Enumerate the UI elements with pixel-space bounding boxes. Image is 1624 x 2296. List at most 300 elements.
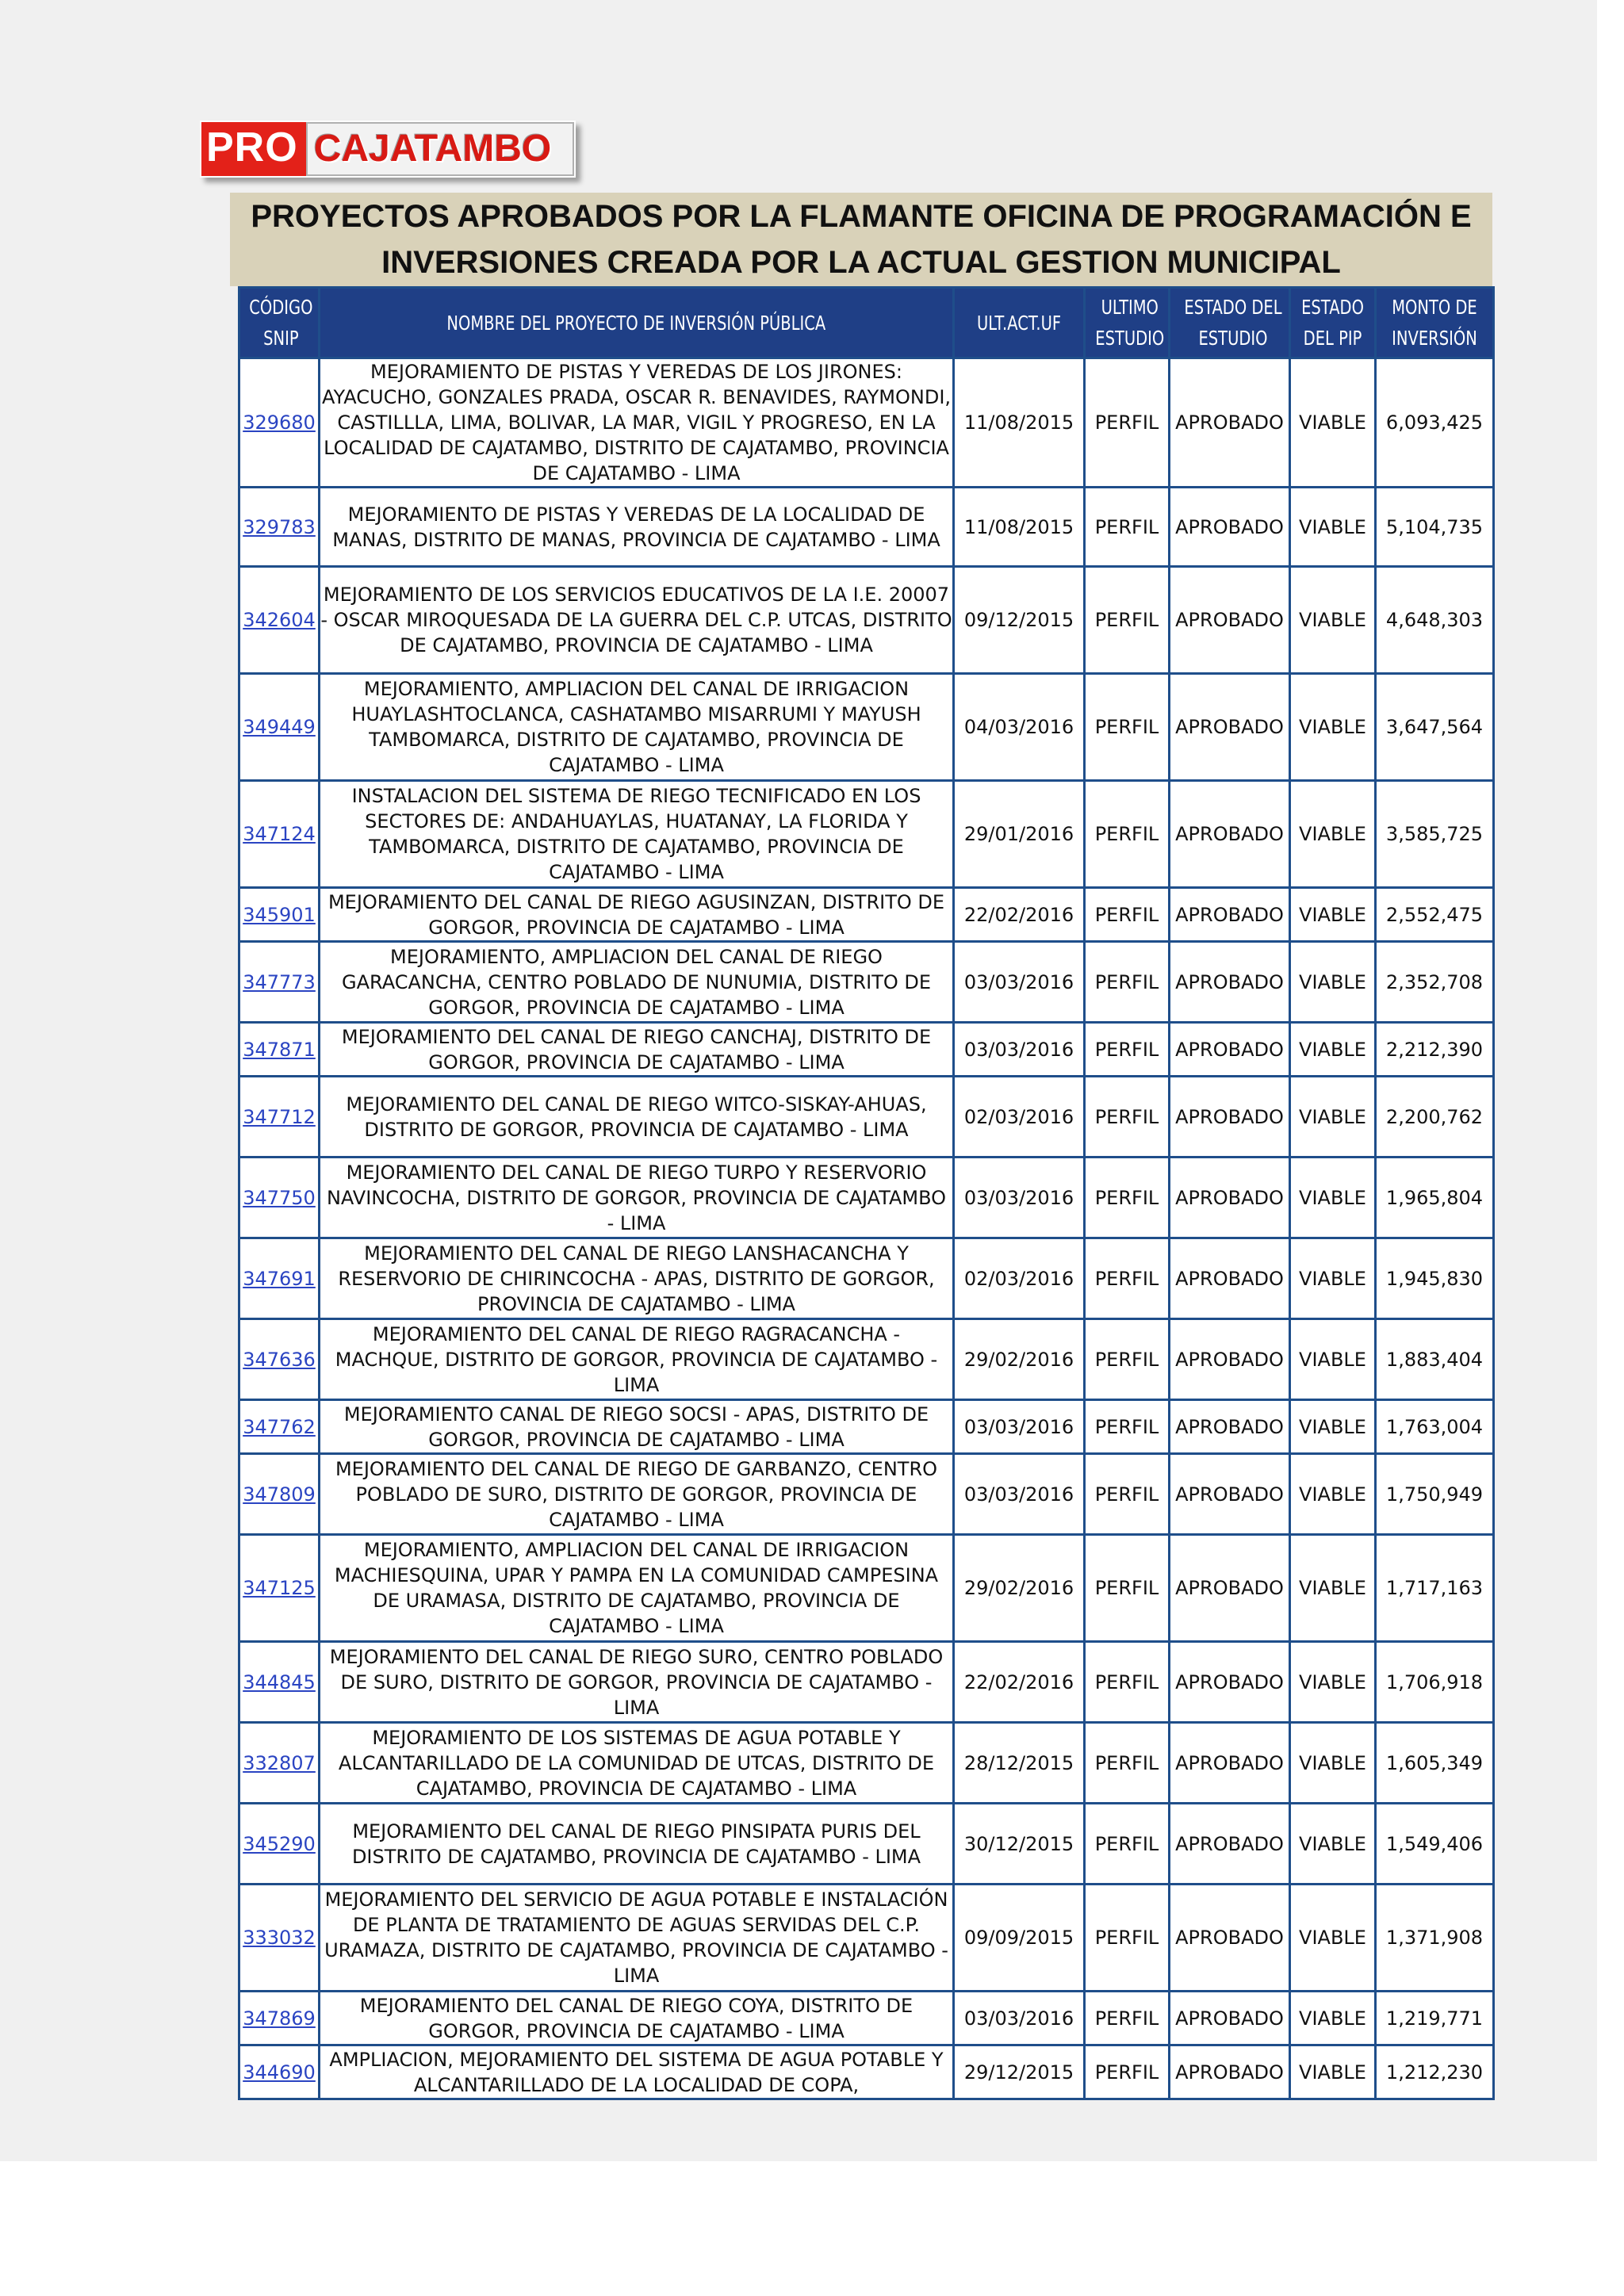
investment-amount-text: 1,945,830: [1385, 1267, 1484, 1290]
pip-status-cell: [1290, 1023, 1376, 1077]
snip-link[interactable]: 347762: [243, 1415, 316, 1438]
investment-amount-text: 4,648,303: [1385, 609, 1484, 631]
last-study-text: PERFIL: [1094, 1348, 1159, 1371]
pip-status-text: VIABLE: [1299, 1483, 1366, 1506]
project-name-text: MEJORAMIENTO DEL CANAL DE RIEGO RAGRACANCHA - MACHQUE, DISTRITO DE GORGOR, PROVINCIA DE CAJATAMBO - LIMA: [335, 1322, 938, 1396]
last-study-text: PERFIL: [1094, 823, 1159, 845]
procajatambo-logo: [200, 121, 576, 178]
snip-link[interactable]: 347124: [243, 823, 316, 845]
pip-status-text: VIABLE: [1299, 1927, 1366, 1949]
table-row: [239, 1992, 1494, 2045]
pip-status-text: VIABLE: [1299, 1577, 1366, 1599]
pip-status-text: VIABLE: [1299, 970, 1366, 993]
update-date-cell: [954, 781, 1085, 888]
study-status-cell: [1170, 1238, 1290, 1319]
investment-amount-cell: [1376, 1158, 1494, 1238]
last-study-cell: [1085, 2045, 1170, 2099]
update-date-cell: [954, 1454, 1085, 1535]
pip-status-cell: [1290, 1992, 1376, 2045]
investment-amount-text: 2,212,390: [1385, 1038, 1484, 1061]
pip-status-cell: [1290, 888, 1376, 942]
table-row: [239, 1077, 1494, 1158]
last-study-cell: [1085, 1535, 1170, 1642]
update-date-text: 30/12/2015: [963, 1832, 1074, 1855]
last-study-cell: [1085, 888, 1170, 942]
update-date-cell: [954, 1400, 1085, 1454]
investment-amount-text: 6,093,425: [1385, 411, 1484, 434]
investment-amount-cell: [1376, 1077, 1494, 1158]
project-name-cell: [320, 567, 954, 674]
pip-status-text: VIABLE: [1299, 823, 1366, 845]
project-name-cell: [320, 1535, 954, 1642]
pip-status-cell: [1290, 1158, 1376, 1238]
study-status-text: APROBADO: [1175, 903, 1284, 926]
study-status-text: APROBADO: [1175, 1415, 1284, 1438]
last-study-text: PERFIL: [1094, 1832, 1159, 1855]
snip-link[interactable]: 344845: [243, 1670, 316, 1693]
table-row: [239, 1723, 1494, 1804]
snip-link[interactable]: 349449: [243, 716, 316, 738]
pip-status-text: VIABLE: [1299, 1267, 1366, 1290]
project-name-text: MEJORAMIENTO DEL CANAL DE RIEGO COYA, DISTRITO DE GORGOR, PROVINCIA DE CAJATAMBO - LIMA: [359, 1994, 914, 2042]
snip-code-cell: [239, 1319, 320, 1400]
study-status-text: APROBADO: [1175, 1577, 1284, 1599]
study-status-text: APROBADO: [1175, 1038, 1284, 1061]
update-date-text: 29/02/2016: [963, 1577, 1074, 1599]
project-name-cell: [320, 1454, 954, 1535]
last-study-text: PERFIL: [1094, 1415, 1159, 1438]
update-date-text: 09/09/2015: [963, 1927, 1074, 1949]
investment-amount-cell: [1376, 488, 1494, 567]
snip-code-cell: [239, 1158, 320, 1238]
project-name-cell: [320, 1077, 954, 1158]
update-date-cell: [954, 674, 1085, 781]
header-estado-estudio: ESTADO DEL ESTUDIO: [1170, 288, 1290, 358]
pip-status-cell: [1290, 1238, 1376, 1319]
last-study-cell: [1085, 1023, 1170, 1077]
investment-amount-text: 1,717,163: [1385, 1577, 1484, 1599]
snip-code-cell: [239, 781, 320, 888]
update-date-cell: [954, 1023, 1085, 1077]
table-row: [239, 1454, 1494, 1535]
project-name-cell: [320, 2045, 954, 2099]
pip-status-cell: [1290, 1885, 1376, 1992]
investment-amount-text: 2,352,708: [1385, 970, 1484, 993]
update-date-text: 11/08/2015: [963, 515, 1074, 538]
update-date-cell: [954, 1804, 1085, 1885]
study-status-text: APROBADO: [1175, 1751, 1284, 1774]
pip-status-text: VIABLE: [1299, 903, 1366, 926]
investment-amount-cell: [1376, 1400, 1494, 1454]
last-study-cell: [1085, 942, 1170, 1023]
update-date-cell: [954, 358, 1085, 488]
last-study-cell: [1085, 781, 1170, 888]
investment-amount-text: 1,965,804: [1385, 1186, 1484, 1209]
pip-status-cell: [1290, 358, 1376, 488]
update-date-cell: [954, 942, 1085, 1023]
project-name-text: MEJORAMIENTO DE LOS SERVICIOS EDUCATIVOS DE LA I.E. 20007 - OSCAR MIROQUESADA DE LA GUERRA DEL C.P. UTCAS, DISTRITO DE CAJATAMBO, PROVINCIA DE CAJATAMBO - LIMA: [320, 584, 952, 656]
logo-cajatambo-text: CAJATAMBO: [306, 122, 574, 176]
pip-status-text: VIABLE: [1299, 609, 1366, 631]
project-name-cell: [320, 488, 954, 567]
investment-amount-cell: [1376, 1454, 1494, 1535]
study-status-cell: [1170, 781, 1290, 888]
last-study-cell: [1085, 567, 1170, 674]
snip-link[interactable]: 344690: [243, 2061, 316, 2084]
last-study-cell: [1085, 358, 1170, 488]
pip-status-cell: [1290, 488, 1376, 567]
table-row: [239, 1642, 1494, 1723]
header-monto-inversion: MONTO DE INVERSIÓN: [1376, 288, 1494, 358]
table-row: [239, 1535, 1494, 1642]
snip-code-cell: [239, 674, 320, 781]
study-status-cell: [1170, 1804, 1290, 1885]
table-row: [239, 567, 1494, 674]
last-study-cell: [1085, 488, 1170, 567]
update-date-cell: [954, 1238, 1085, 1319]
project-name-text: MEJORAMIENTO DE PISTAS Y VEREDAS DE LA LOCALIDAD DE MANAS, DISTRITO DE MANAS, PROVINCIA DE CAJATAMBO - LIMA: [332, 503, 940, 551]
snip-code-cell: [239, 1992, 320, 2045]
page-margin: [1597, 0, 1624, 2161]
update-date-text: 28/12/2015: [963, 1751, 1074, 1774]
last-study-text: PERFIL: [1094, 1186, 1159, 1209]
snip-link[interactable]: 329783: [243, 515, 316, 538]
investment-amount-cell: [1376, 1723, 1494, 1804]
pip-status-cell: [1290, 567, 1376, 674]
snip-code-cell: [239, 567, 320, 674]
study-status-cell: [1170, 1023, 1290, 1077]
investment-amount-cell: [1376, 888, 1494, 942]
update-date-cell: [954, 1077, 1085, 1158]
investment-amount-cell: [1376, 1885, 1494, 1992]
header-ult-act-uf: ULT.ACT.UF: [954, 288, 1085, 358]
investment-amount-cell: [1376, 1023, 1494, 1077]
update-date-text: 03/03/2016: [963, 970, 1074, 993]
page-title-line: INVERSIONES CREADA POR LA ACTUAL GESTION MUNICIPAL: [381, 245, 1341, 280]
snip-code-cell: [239, 942, 320, 1023]
project-name-text: MEJORAMIENTO DE LOS SISTEMAS DE AGUA POTABLE Y ALCANTARILLADO DE LA COMUNIDAD DE UTCAS, DISTRITO DE CAJATAMBO, PROVINCIA DE CAJATAMBO - LIMA: [338, 1726, 935, 1800]
table-row: [239, 1804, 1494, 1885]
update-date-text: 03/03/2016: [963, 1483, 1074, 1506]
pip-status-cell: [1290, 1535, 1376, 1642]
snip-code-cell: [239, 1077, 320, 1158]
table-row: [239, 1400, 1494, 1454]
investment-amount-text: 1,212,230: [1385, 2061, 1484, 2084]
pip-status-text: VIABLE: [1299, 1751, 1366, 1774]
header-estado-pip: ESTADO DEL PIP: [1290, 288, 1376, 358]
pip-status-text: VIABLE: [1299, 515, 1366, 538]
snip-link[interactable]: 333032: [243, 1927, 316, 1949]
snip-code-cell: [239, 2045, 320, 2099]
project-name-cell: [320, 1238, 954, 1319]
pip-status-text: VIABLE: [1299, 1105, 1366, 1128]
pip-status-text: VIABLE: [1299, 2061, 1366, 2084]
project-name-text: MEJORAMIENTO, AMPLIACION DEL CANAL DE IRRIGACION HUAYLASHTOCLANCA, CASHATAMBO MISARRUMI Y MAYUSH TAMBOMARCA, DISTRITO DE CAJATAMBO, PROVINCIA DE CAJATAMBO - LIMA: [351, 678, 921, 776]
project-name-cell: [320, 888, 954, 942]
project-name-cell: [320, 1642, 954, 1723]
snip-code-cell: [239, 1642, 320, 1723]
header-nombre-proyecto: NOMBRE DEL PROYECTO DE INVERSIÓN PÚBLICA: [320, 288, 954, 358]
last-study-cell: [1085, 1723, 1170, 1804]
investment-amount-text: 1,549,406: [1385, 1832, 1484, 1855]
snip-link[interactable]: 342604: [243, 609, 316, 631]
last-study-cell: [1085, 1238, 1170, 1319]
project-name-text: MEJORAMIENTO DEL CANAL DE RIEGO WITCO-SISKAY-AHUAS, DISTRITO DE GORGOR, PROVINCIA DE CAJATAMBO - LIMA: [346, 1093, 927, 1141]
snip-link[interactable]: 332807: [243, 1751, 316, 1774]
study-status-text: APROBADO: [1175, 716, 1284, 738]
pip-status-text: VIABLE: [1299, 1038, 1366, 1061]
pip-status-cell: [1290, 942, 1376, 1023]
snip-code-cell: [239, 1804, 320, 1885]
update-date-cell: [954, 1723, 1085, 1804]
last-study-text: PERFIL: [1094, 411, 1159, 434]
project-name-cell: [320, 1804, 954, 1885]
snip-link[interactable]: 347125: [243, 1577, 316, 1599]
pip-status-cell: [1290, 1454, 1376, 1535]
project-name-cell: [320, 942, 954, 1023]
snip-link[interactable]: 347809: [243, 1483, 316, 1506]
study-status-text: APROBADO: [1175, 1186, 1284, 1209]
investment-amount-text: 2,552,475: [1385, 903, 1484, 926]
last-study-cell: [1085, 1804, 1170, 1885]
study-status-cell: [1170, 1992, 1290, 2045]
investment-amount-text: 1,763,004: [1385, 1415, 1484, 1438]
last-study-cell: [1085, 1992, 1170, 2045]
snip-code-cell: [239, 1400, 320, 1454]
project-name-text: MEJORAMIENTO DEL CANAL DE RIEGO TURPO Y RESERVORIO NAVINCOCHA, DISTRITO DE GORGOR, PROVINCIA DE CAJATAMBO - LIMA: [326, 1161, 947, 1234]
update-date-cell: [954, 488, 1085, 567]
investment-amount-text: 1,883,404: [1385, 1348, 1484, 1371]
project-name-text: MEJORAMIENTO, AMPLIACION DEL CANAL DE IRRIGACION MACHIESQUINA, UPAR Y PAMPA EN LA COMUNIDAD CAMPESINA DE URAMASA, DISTRITO DE CAJATAMBO, PROVINCIA DE CAJATAMBO - LIMA: [334, 1539, 939, 1637]
pip-status-cell: [1290, 2045, 1376, 2099]
update-date-text: 29/02/2016: [963, 1348, 1074, 1371]
update-date-cell: [954, 1158, 1085, 1238]
investment-amount-text: 3,585,725: [1385, 823, 1484, 845]
investment-amount-cell: [1376, 942, 1494, 1023]
snip-code-cell: [239, 1535, 320, 1642]
update-date-cell: [954, 1885, 1085, 1992]
project-name-text: MEJORAMIENTO DEL CANAL DE RIEGO AGUSINZAN, DISTRITO DE GORGOR, PROVINCIA DE CAJATAMBO - LIMA: [327, 890, 945, 939]
update-date-cell: [954, 1319, 1085, 1400]
investment-amount-text: 1,605,349: [1385, 1751, 1484, 1774]
investment-amount-cell: [1376, 1319, 1494, 1400]
snip-link[interactable]: 347691: [243, 1267, 316, 1290]
investment-amount-text: 2,200,762: [1385, 1105, 1484, 1128]
snip-link[interactable]: 347869: [243, 2007, 316, 2030]
project-name-text: INSTALACION DEL SISTEMA DE RIEGO TECNIFICADO EN LOS SECTORES DE: ANDAHUAYLAS, HUATANAY, LA FLORIDA Y TAMBOMARCA, DISTRITO DE CAJATAMBO, PROVINCIA DE CAJATAMBO - LIMA: [351, 785, 921, 883]
snip-code-cell: [239, 1023, 320, 1077]
last-study-cell: [1085, 1454, 1170, 1535]
study-status-cell: [1170, 1400, 1290, 1454]
study-status-text: APROBADO: [1175, 1670, 1284, 1693]
last-study-text: PERFIL: [1094, 1038, 1159, 1061]
project-name-text: MEJORAMIENTO DEL CANAL DE RIEGO CANCHAJ, DISTRITO DE GORGOR, PROVINCIA DE CAJATAMBO - LIMA: [341, 1025, 932, 1073]
project-name-cell: [320, 1723, 954, 1804]
pip-status-cell: [1290, 1077, 1376, 1158]
last-study-cell: [1085, 1319, 1170, 1400]
investment-amount-cell: [1376, 1238, 1494, 1319]
investment-amount-text: 3,647,564: [1385, 716, 1484, 738]
page-title-line: PROYECTOS APROBADOS POR LA FLAMANTE OFICINA DE PROGRAMACIÓN E: [251, 199, 1472, 234]
update-date-cell: [954, 1642, 1085, 1723]
last-study-text: PERFIL: [1094, 970, 1159, 993]
study-status-cell: [1170, 1077, 1290, 1158]
update-date-text: 22/02/2016: [963, 1670, 1074, 1693]
last-study-text: PERFIL: [1094, 716, 1159, 738]
pip-status-text: VIABLE: [1299, 716, 1366, 738]
study-status-cell: [1170, 1535, 1290, 1642]
snip-code-cell: [239, 888, 320, 942]
update-date-text: 11/08/2015: [963, 411, 1074, 434]
study-status-cell: [1170, 567, 1290, 674]
project-name-text: MEJORAMIENTO, AMPLIACION DEL CANAL DE RIEGO GARACANCHA, CENTRO POBLADO DE NUNUMIA, DISTRITO DE GORGOR, PROVINCIA DE CAJATAMBO - LIMA: [341, 945, 932, 1019]
study-status-text: APROBADO: [1175, 1105, 1284, 1128]
study-status-text: APROBADO: [1175, 1483, 1284, 1506]
study-status-cell: [1170, 1158, 1290, 1238]
snip-link[interactable]: 347636: [243, 1348, 316, 1371]
last-study-cell: [1085, 1642, 1170, 1723]
last-study-cell: [1085, 674, 1170, 781]
snip-link[interactable]: 347871: [243, 1038, 316, 1061]
study-status-cell: [1170, 1723, 1290, 1804]
pip-status-cell: [1290, 674, 1376, 781]
study-status-text: APROBADO: [1175, 515, 1284, 538]
last-study-text: PERFIL: [1094, 1483, 1159, 1506]
project-name-text: MEJORAMIENTO DEL CANAL DE RIEGO DE GARBANZO, CENTRO POBLADO DE SURO, DISTRITO DE GORGOR, PROVINCIA DE CAJATAMBO - LIMA: [335, 1457, 938, 1531]
last-study-text: PERFIL: [1094, 2007, 1159, 2030]
pip-status-cell: [1290, 1319, 1376, 1400]
project-name-text: AMPLIACION, MEJORAMIENTO DEL SISTEMA DE AGUA POTABLE Y ALCANTARILLADO DE LA LOCALIDAD DE COPA,: [329, 2048, 944, 2096]
update-date-text: 02/03/2016: [963, 1267, 1074, 1290]
snip-code-cell: [239, 488, 320, 567]
snip-link[interactable]: 347712: [243, 1105, 316, 1128]
table-row: [239, 1238, 1494, 1319]
header-codigo-snip: CÓDIGO SNIP: [239, 288, 320, 358]
investment-amount-cell: [1376, 567, 1494, 674]
project-name-text: MEJORAMIENTO DEL CANAL DE RIEGO PINSIPATA PURIS DEL DISTRITO DE CAJATAMBO, PROVINCIA DE CAJATAMBO - LIMA: [351, 1820, 921, 1868]
pip-status-cell: [1290, 1400, 1376, 1454]
pip-status-cell: [1290, 1642, 1376, 1723]
study-status-cell: [1170, 1454, 1290, 1535]
update-date-text: 29/01/2016: [963, 823, 1074, 845]
study-status-cell: [1170, 1885, 1290, 1992]
update-date-text: 03/03/2016: [963, 2007, 1074, 2030]
update-date-text: 04/03/2016: [963, 716, 1074, 738]
snip-code-cell: [239, 358, 320, 488]
project-name-cell: [320, 1158, 954, 1238]
project-name-text: MEJORAMIENTO DEL SERVICIO DE AGUA POTABLE E INSTALACIÓN DE PLANTA DE TRATAMIENTO DE AGUAS SERVIDAS DEL C.P. URAMAZA, DISTRITO DE CAJATAMBO, PROVINCIA DE CAJATAMBO - LIMA: [324, 1888, 948, 1987]
header-ultimo-estudio: ULTIMO ESTUDIO: [1085, 288, 1170, 358]
study-status-cell: [1170, 674, 1290, 781]
investment-amount-cell: [1376, 1642, 1494, 1723]
investment-amount-text: 5,104,735: [1385, 515, 1484, 538]
page-title: [230, 193, 1492, 286]
table-header-row: [239, 288, 1494, 358]
last-study-text: PERFIL: [1094, 1670, 1159, 1693]
project-name-cell: [320, 781, 954, 888]
investment-amount-cell: [1376, 358, 1494, 488]
pip-status-text: VIABLE: [1299, 1415, 1366, 1438]
table-row: [239, 358, 1494, 488]
project-name-cell: [320, 1885, 954, 1992]
study-status-text: APROBADO: [1175, 823, 1284, 845]
project-name-text: MEJORAMIENTO DE PISTAS Y VEREDAS DE LOS JIRONES: AYACUCHO, GONZALES PRADA, OSCAR R. BENAVIDES, RAYMONDI, CASTILLLA, LIMA, BOLIVAR, LA MAR, VIGIL Y PROGRESO, EN LA LOCALIDAD DE CAJATAMBO, DISTRITO DE CAJATAMBO, PROVINCIA DE CAJATAMBO - LIMA: [321, 361, 952, 484]
table-row: [239, 488, 1494, 567]
investment-amount-cell: [1376, 781, 1494, 888]
logo-pro-text: PRO: [201, 122, 306, 176]
study-status-text: APROBADO: [1175, 2007, 1284, 2030]
study-status-text: APROBADO: [1175, 1832, 1284, 1855]
update-date-text: 09/12/2015: [963, 609, 1074, 631]
update-date-text: 03/03/2016: [963, 1038, 1074, 1061]
last-study-cell: [1085, 1885, 1170, 1992]
table-row: [239, 674, 1494, 781]
page-margin: [0, 2161, 1624, 2296]
snip-link[interactable]: 329680: [243, 411, 316, 434]
snip-link[interactable]: 345290: [243, 1832, 316, 1855]
snip-code-cell: [239, 1238, 320, 1319]
update-date-cell: [954, 2045, 1085, 2099]
last-study-text: PERFIL: [1094, 1267, 1159, 1290]
study-status-text: APROBADO: [1175, 609, 1284, 631]
last-study-text: PERFIL: [1094, 903, 1159, 926]
last-study-cell: [1085, 1077, 1170, 1158]
investment-amount-cell: [1376, 1992, 1494, 2045]
update-date-text: 03/03/2016: [963, 1186, 1074, 1209]
study-status-text: APROBADO: [1175, 411, 1284, 434]
project-name-cell: [320, 1400, 954, 1454]
project-name-cell: [320, 1992, 954, 2045]
project-name-cell: [320, 1023, 954, 1077]
study-status-text: APROBADO: [1175, 970, 1284, 993]
project-name-text: MEJORAMIENTO CANAL DE RIEGO SOCSI - APAS, DISTRITO DE GORGOR, PROVINCIA DE CAJATAMBO - LIMA: [343, 1402, 929, 1451]
snip-link[interactable]: 345901: [243, 903, 316, 926]
table-row: [239, 2045, 1494, 2099]
project-name-cell: [320, 358, 954, 488]
projects-table: [238, 286, 1495, 2100]
last-study-text: PERFIL: [1094, 2061, 1159, 2084]
last-study-text: PERFIL: [1094, 1577, 1159, 1599]
study-status-text: APROBADO: [1175, 1267, 1284, 1290]
project-name-text: MEJORAMIENTO DEL CANAL DE RIEGO SURO, CENTRO POBLADO DE SURO, DISTRITO DE GORGOR, PROVINCIA DE CAJATAMBO - LIMA: [329, 1645, 944, 1719]
last-study-text: PERFIL: [1094, 609, 1159, 631]
snip-link[interactable]: 347750: [243, 1186, 316, 1209]
investment-amount-cell: [1376, 2045, 1494, 2099]
update-date-text: 22/02/2016: [963, 903, 1074, 926]
pip-status-text: VIABLE: [1299, 1186, 1366, 1209]
investment-amount-cell: [1376, 674, 1494, 781]
pip-status-text: VIABLE: [1299, 1670, 1366, 1693]
project-name-cell: [320, 674, 954, 781]
pip-status-cell: [1290, 781, 1376, 888]
investment-amount-text: 1,706,918: [1385, 1670, 1484, 1693]
study-status-text: APROBADO: [1175, 1927, 1284, 1949]
update-date-text: 02/03/2016: [963, 1105, 1074, 1128]
project-name-text: MEJORAMIENTO DEL CANAL DE RIEGO LANSHACANCHA Y RESERVORIO DE CHIRINCOCHA - APAS, DISTRITO DE GORGOR, PROVINCIA DE CAJATAMBO - LIMA: [338, 1242, 935, 1315]
study-status-cell: [1170, 358, 1290, 488]
study-status-cell: [1170, 1642, 1290, 1723]
table-row: [239, 888, 1494, 942]
project-name-cell: [320, 1319, 954, 1400]
last-study-text: PERFIL: [1094, 1927, 1159, 1949]
study-status-cell: [1170, 488, 1290, 567]
pip-status-text: VIABLE: [1299, 411, 1366, 434]
snip-link[interactable]: 347773: [243, 970, 316, 993]
study-status-cell: [1170, 1319, 1290, 1400]
last-study-text: PERFIL: [1094, 1751, 1159, 1774]
update-date-cell: [954, 888, 1085, 942]
update-date-cell: [954, 567, 1085, 674]
